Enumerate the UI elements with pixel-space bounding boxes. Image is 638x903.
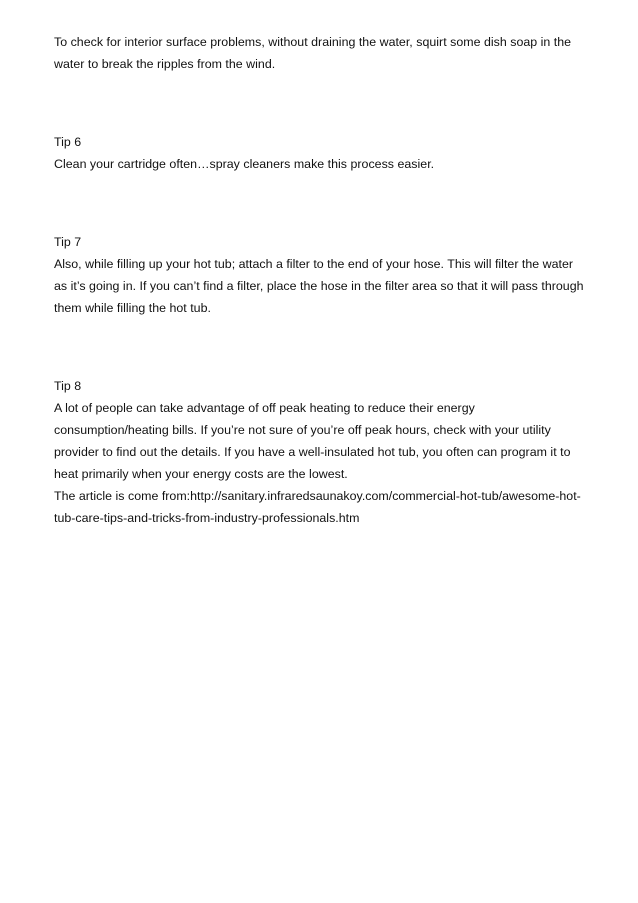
tip-6-section [54,131,584,175]
tip-6-heading: Tip 6 [54,135,82,149]
tip-7-body: Also, while filling up your hot tub; attach a filter to the end of your hose. This will filter the water as it’s going in. If you can’t find a filter, place the hose in the filter area so that it will pass through them while filling the hot tub. [54,257,584,315]
tip-8-heading: Tip 8 [54,379,82,393]
tip-8-body: A lot of people can take advantage of off peak heating to reduce their energy consumption/heating bills. If you’re not sure of you’re off peak hours, check with your utility provider to find out the details. If you have a well-insulated hot tub, you often can program it to heat primarily when your energy costs are the lowest. [54,401,571,481]
tip-7-heading: Tip 7 [54,235,82,249]
document-page [54,31,584,529]
tip-8-section [54,375,584,485]
source-attribution: The article is come from:http://sanitary.infraredsaunakoy.com/commercial-hot-tub/awesome-hot-tub-care-tips-and-tricks-from-industry-professionals.htm [54,489,581,525]
tip-6-body: Clean your cartridge often…spray cleaners make this process easier. [54,157,435,171]
intro-paragraph: To check for interior surface problems, without draining the water, squirt some dish soap in the water to break the ripples from the wind. [54,35,572,71]
tip-7-section [54,231,584,319]
